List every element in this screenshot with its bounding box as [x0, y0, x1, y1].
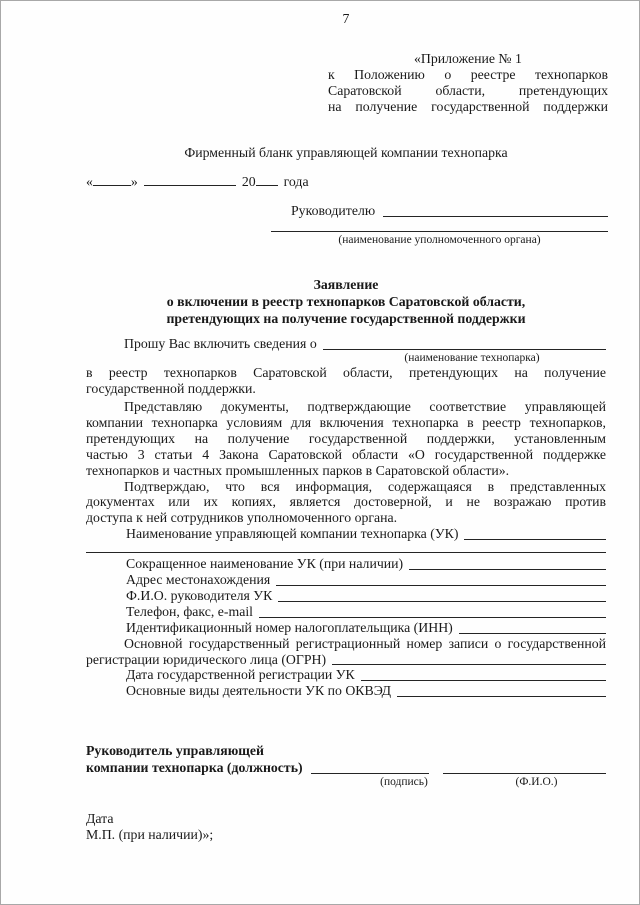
title-line: о включении в реестр технопарков Саратовской области, [166, 294, 526, 310]
open-quote: « [86, 174, 93, 190]
appendix-block [328, 51, 608, 115]
field-label: Сокращенное наименование УК (при наличии) [126, 556, 404, 572]
technopark-name-blank-field [323, 336, 606, 350]
title-line: Заявление [313, 277, 379, 293]
field-inn [86, 620, 606, 636]
paragraph-line: Представляю документы, подтверждающие соответствие управляющей [124, 398, 606, 414]
signature-head-line2 [86, 759, 606, 776]
page-number: 7 [342, 11, 350, 26]
appendix-line: «Приложение № 1 [414, 50, 522, 66]
recipient-block [271, 203, 608, 247]
day-blank-field [93, 174, 131, 186]
recipient-blank-field-2 [271, 219, 608, 232]
field-okved [86, 683, 606, 699]
blank-field [464, 526, 606, 540]
title-line: претендующих на получение государственной поддержки [166, 311, 526, 327]
field-ogrn-line2 [86, 652, 606, 668]
date-label: Дата [86, 811, 114, 827]
request-intro-text: Прошу Вас включить сведения о [124, 336, 317, 352]
paragraph-line: компании технопарка условиям для включения технопарка в реестр технопарков, [86, 414, 606, 430]
request-cont-line: в реестр технопарков Саратовской области, претендующих на получение [86, 365, 606, 381]
field-head-fio [86, 588, 606, 604]
recipient-caption: (наименование уполномоченного органа) [338, 234, 541, 247]
signature-captions [86, 776, 606, 789]
fio-caption: (Ф.И.О.) [515, 776, 558, 789]
signature-head-line1: Руководитель управляющей [86, 743, 264, 759]
blank-field [259, 604, 606, 618]
request-intro-line [86, 336, 606, 352]
signature-caption: (подпись) [380, 776, 428, 789]
recipient-line [271, 203, 608, 219]
recipient-label: Руководителю [291, 203, 376, 219]
uk-name-blank-field-2 [86, 542, 606, 553]
technopark-name-caption: (наименование технопарка) [404, 352, 540, 365]
blank-field [276, 572, 606, 586]
request-cont-line: государственной поддержки. [86, 381, 256, 397]
paragraph-line: Подтверждаю, что вся информация, содержащаяся в представленных [124, 478, 606, 494]
paragraph-documents [86, 399, 606, 479]
paragraph-line: частью 3 статьи 4 Закона Саратовской области «О государственной поддержке [86, 446, 606, 462]
recipient-blank-field [383, 203, 608, 217]
field-short-name [86, 556, 606, 572]
year-prefix: 20 [241, 174, 256, 190]
signature-block [86, 742, 606, 843]
field-phone [86, 604, 606, 620]
signature-head-label: компании технопарка (должность) [86, 760, 303, 776]
month-blank-field [144, 174, 236, 186]
field-label: Дата государственной регистрации УК [126, 667, 355, 683]
field-label: Основные виды деятельности УК по ОКВЭД [126, 683, 392, 699]
paragraph-confirmation [86, 479, 606, 527]
blank-field [397, 683, 606, 697]
field-label: Наименование управляющей компании технопарка (УК) [126, 526, 459, 542]
field-label: Адрес местонахождения [126, 572, 271, 588]
appendix-line: на получение государственной поддержки [328, 98, 608, 114]
field-label: Идентификационный номер налогоплательщика (ИНН) [126, 619, 453, 635]
date-line [86, 174, 606, 190]
field-uk-name [86, 526, 606, 542]
paragraph-line: документах или их копиях, является достоверной, и не возражаю против [86, 494, 606, 510]
year-blank-field [256, 174, 278, 186]
fio-blank-field [443, 759, 606, 774]
field-ogrn-line1: Основной государственный регистрационный номер записи о государственной [124, 635, 606, 651]
signature-blank-field [311, 759, 429, 774]
paragraph-line: претендующих на получение государственной поддержки, установленным [86, 430, 606, 446]
blank-field [459, 620, 606, 634]
blank-field [332, 652, 606, 666]
field-label: Телефон, факс, e-mail [126, 603, 254, 619]
field-label: Ф.И.О. руководителя УК [126, 587, 273, 603]
blank-field [361, 667, 606, 681]
field-address [86, 572, 606, 588]
field-reg-date [86, 667, 606, 683]
appendix-line: Саратовской области, претендующих [328, 82, 608, 98]
stamp-label: М.П. (при наличии)»; [86, 827, 214, 843]
document-title [86, 276, 606, 327]
paragraph-line: доступа к ней сотрудников уполномоченного органа. [86, 510, 398, 526]
field-label: регистрации юридического лица (ОГРН) [86, 651, 327, 667]
page-content [1, 1, 639, 843]
appendix-line: к Положению о реестре технопарков [328, 66, 608, 82]
letterhead-caption: Фирменный бланк управляющей компании технопарка [184, 144, 508, 160]
year-word: года [283, 174, 309, 190]
blank-field [409, 556, 606, 570]
paragraph-line: технопарков и частных промышленных парков в Саратовской области». [86, 462, 510, 478]
blank-field [278, 588, 606, 602]
close-quote: » [130, 174, 138, 190]
